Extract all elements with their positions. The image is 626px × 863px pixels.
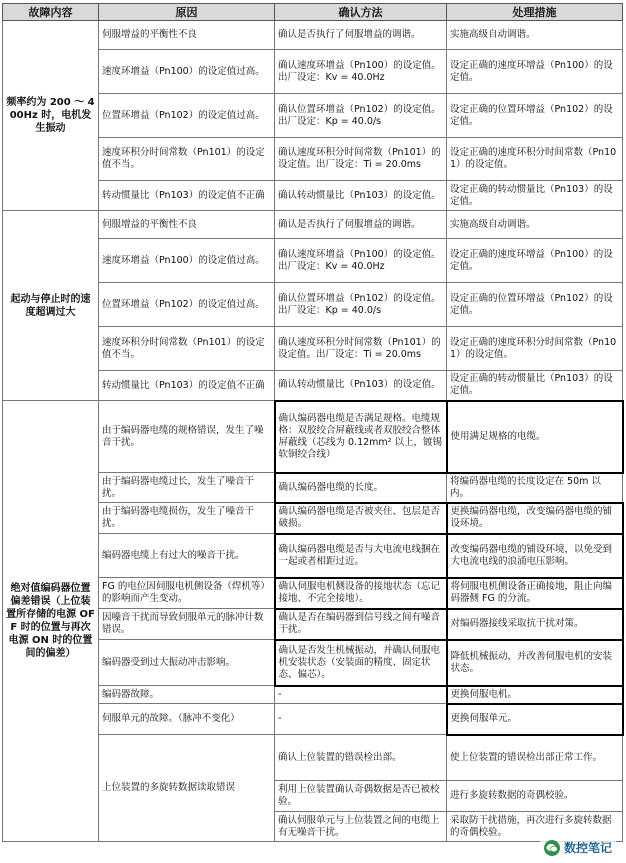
action-cell: 设定正确的转动惯量比（Pn103）的设定值。 [447, 371, 623, 401]
check-cell: 确认速度环积分时间常数（Pn101）的设定值。出厂设定：Ti = 20.0ms [275, 327, 447, 371]
header-cause: 原因 [99, 4, 275, 21]
action-cell: 设定正确的位置环增益（Pn102）的设定值。 [447, 94, 623, 138]
action-cell: 进行多旋转数据的奇偶校验。 [447, 781, 623, 812]
fault-table [2, 3, 624, 842]
header-fault: 故障内容 [3, 4, 99, 21]
cause-cell: 速度环积分时间常数（Pn101）的设定值不当。 [99, 327, 275, 371]
check-cell: 确认编码器电缆的长度。 [275, 473, 447, 503]
check-cell: 确认上位装置的错误检出部。 [275, 735, 447, 781]
table-row [3, 211, 623, 239]
action-cell: 更换编码器电缆，改变编码器电缆的铺设环境。 [447, 503, 623, 534]
cause-cell: 由于编码器电缆损伤，发生了噪音干扰。 [99, 503, 275, 534]
check-cell: 确认编码器电缆是否满足规格。电缆规格：双胶绞合屏蔽线或者双胶绞合整体屏蔽线（芯线为 0.12mm² 以上，镀锡软铜绞合线） [275, 401, 447, 473]
action-cell: 将编码器电缆的长度设定在 50m 以内。 [447, 473, 623, 503]
check-cell: 确认转动惯量比（Pn103）的设定值。 [275, 181, 447, 211]
table-header [3, 4, 623, 21]
cause-cell: FG 的电位因伺服电机侧设备（焊机等）的影响而产生变动。 [99, 578, 275, 609]
check-cell: 确认转动惯量比（Pn103）的设定值。 [275, 371, 447, 401]
header-action: 处理措施 [447, 4, 623, 21]
check-cell: 确认是否执行了伺服增益的调谐。 [275, 211, 447, 239]
action-cell: 对编码器接线采取抗干扰对策。 [447, 609, 623, 640]
action-cell: 设定正确的速度环增益（Pn100）的设定值。 [447, 50, 623, 94]
check-cell: 确认伺服单元与上位装置之间的电缆上有无噪音干扰。 [275, 812, 447, 842]
cause-cell: 位置环增益（Pn102）的设定值过高。 [99, 283, 275, 327]
watermark-text: 数控笔记 [563, 841, 612, 855]
check-cell: - [275, 704, 447, 735]
cause-cell: 伺服增益的平衡性不良 [99, 211, 275, 239]
cause-cell: 速度环增益（Pn100）的设定值过高。 [99, 239, 275, 283]
action-cell: 设定正确的位置环增益（Pn102）的设定值。 [447, 283, 623, 327]
fault-category: 起动与停止时的速度超调过大 [3, 211, 99, 401]
check-cell: 确认速度环增益（Pn100）的设定值。出厂设定：Kv = 40.0Hz [275, 239, 447, 283]
check-cell: 确认是否在编码器到信号线之间有噪音干扰。 [275, 609, 447, 640]
cause-cell: 转动惯量比（Pn103）的设定值不正确 [99, 371, 275, 401]
check-cell: 确认位置环增益（Pn102）的设定值。出厂设定：Kp = 40.0/s [275, 94, 447, 138]
action-cell: 实施高级自动调谐。 [447, 21, 623, 50]
cause-cell: 速度环积分时间常数（Pn101）的设定值不当。 [99, 138, 275, 181]
wechat-icon [544, 840, 560, 856]
action-cell: 使用满足规格的电缆。 [447, 401, 623, 473]
cause-cell: 转动惯量比（Pn103）的设定值不正确 [99, 181, 275, 211]
check-cell: 确认速度环增益（Pn100）的设定值。出厂设定：Kv = 40.0Hz [275, 50, 447, 94]
cause-cell: 编码器故障。 [99, 686, 275, 704]
check-cell: 确认位置环增益（Pn102）的设定值。出厂设定：Kp = 40.0/s [275, 283, 447, 327]
action-cell: 更换伺服电机。 [447, 686, 623, 704]
action-cell: 实施高级自动调谐。 [447, 211, 623, 239]
action-cell: 改变编码器电缆的铺设环境，以免受到大电流电线的浪涌电压影响。 [447, 534, 623, 578]
fault-category: 绝对值编码器位置偏差错误（上位装置所存储的电源 OFF 时的位置与再次电源 ON 时的位置间的偏差） [3, 401, 99, 842]
action-cell: 将伺服电机侧设备正确接地，阻止向编码器侧 FG 的分流。 [447, 578, 623, 609]
check-cell: 确认是否执行了伺服增益的调谐。 [275, 21, 447, 50]
check-cell: 确认编码器电缆是否被夹住、包层是否破损。 [275, 503, 447, 534]
action-cell: 降低机械振动，并改善伺服电机的安装状态。 [447, 640, 623, 686]
fault-category: 频率约为 200 ～ 400Hz 时，电机发生振动 [3, 21, 99, 211]
watermark [540, 838, 616, 857]
cause-cell: 因噪音干扰而导致伺服单元的脉冲计数错误。 [99, 609, 275, 640]
cause-cell: 上位装置的多旋转数据读取错误 [99, 735, 275, 842]
action-cell: 使上位装置的错误检出部正常工作。 [447, 735, 623, 781]
cause-cell: 编码器受到过大振动冲击影响。 [99, 640, 275, 686]
table-row [3, 21, 623, 50]
check-cell: 确认是否发生机械振动，并确认伺服电机安装状态（安装面的精度、固定状态、偏芯）。 [275, 640, 447, 686]
action-cell: 设定正确的速度环积分时间常数（Pn101）的设定值。 [447, 327, 623, 371]
check-cell: 确认编码器电缆是否与大电流电线捆在一起或者相距过近。 [275, 534, 447, 578]
action-cell: 设定正确的转动惯量比（Pn103）的设定值。 [447, 181, 623, 211]
cause-cell: 速度环增益（Pn100）的设定值过高。 [99, 50, 275, 94]
action-cell: 设定正确的速度环增益（Pn100）的设定值。 [447, 239, 623, 283]
table-row [3, 401, 623, 473]
action-cell: 采取防干扰措施，再次进行多旋转数据的奇偶校验。 [447, 812, 623, 842]
check-cell: - [275, 686, 447, 704]
cause-cell: 由于编码器电缆过长，发生了噪音干扰。 [99, 473, 275, 503]
cause-cell: 伺服单元的故障。（脉冲不变化） [99, 704, 275, 735]
action-cell: 设定正确的速度环积分时间常数（Pn101）的设定值。 [447, 138, 623, 181]
check-cell: 确认伺服电机侧设备的接地状态（忘记接地、不完全接地）。 [275, 578, 447, 609]
header-check: 确认方法 [275, 4, 447, 21]
check-cell: 确认速度环积分时间常数（Pn101）的设定值。出厂设定：Ti = 20.0ms [275, 138, 447, 181]
check-cell: 利用上位装置确认奇偶数据是否已被校验。 [275, 781, 447, 812]
action-cell: 更换伺服单元。 [447, 704, 623, 735]
cause-cell: 伺服增益的平衡性不良 [99, 21, 275, 50]
cause-cell: 位置环增益（Pn102）的设定值过高。 [99, 94, 275, 138]
cause-cell: 由于编码器电缆的规格错误，发生了噪音干扰。 [99, 401, 275, 473]
cause-cell: 编码器电缆上有过大的噪音干扰。 [99, 534, 275, 578]
